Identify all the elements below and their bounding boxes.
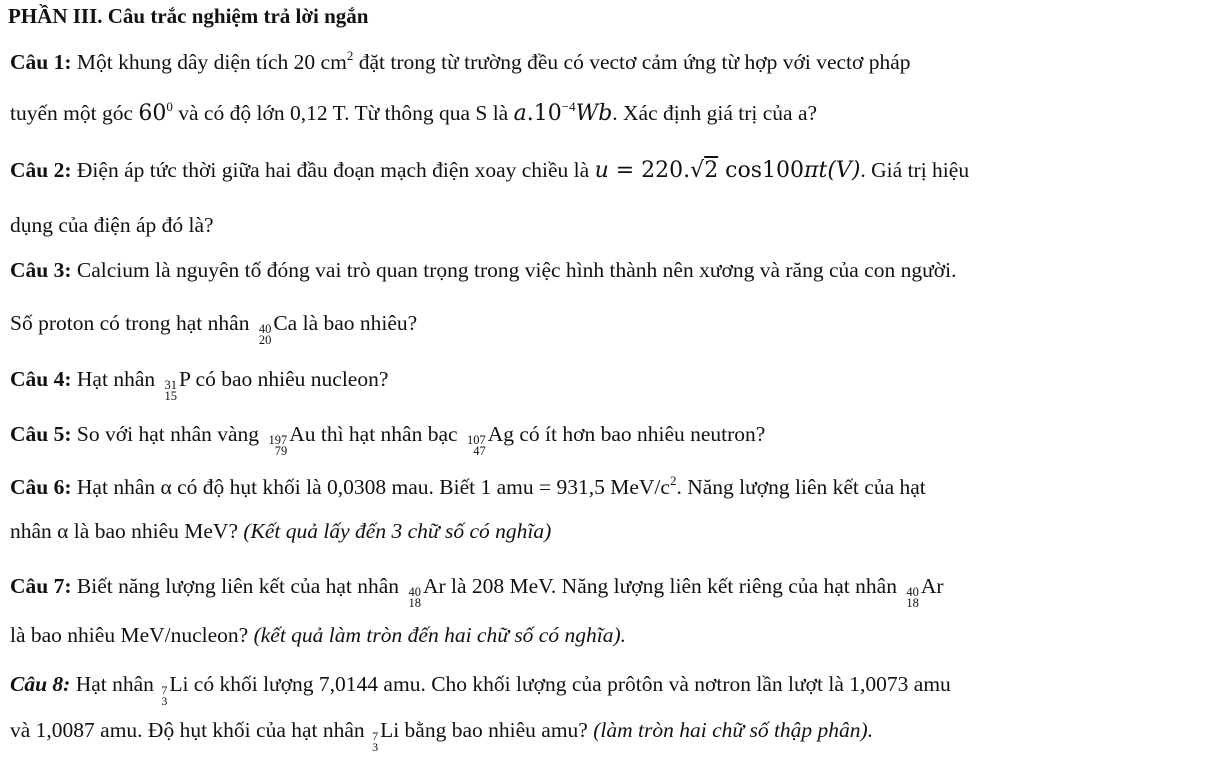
nuclide-ar-2: 40 18: [906, 585, 919, 610]
q3-line-2: Số proton có trong hạt nhân 40 20 Ca là bao nhiêu?: [10, 311, 418, 347]
nuclide-li: 7 3: [161, 683, 168, 708]
q7-line-2: là bao nhiêu MeV/nucleon? (kết quả làm tròn đến hai chữ số có nghĩa).: [10, 623, 626, 647]
nuclide-ca: 40 20: [258, 322, 272, 347]
q3-label: Câu 3:: [10, 258, 72, 282]
q8-line-1: Câu 8: Hạt nhân 7 3 Li có khối lượng 7,0144 amu. Cho khối lượng của prôtôn và nơtron lần lượt là 1,0073 amu: [10, 672, 951, 708]
q2-line-1: Câu 2: Điện áp tức thời giữa hai đầu đoạn mạch điện xoay chiều là u = 220.√2 cos100πt(V). Giá trị hiệu: [10, 158, 970, 183]
q1-line-2: tuyến một góc $60^0$ và có độ lớn 0,12 T. Từ thông qua S là $a.10^{-4}Wb$. Xác định giá trị của a?: [10, 99, 818, 126]
q6-label: Câu 6:: [10, 475, 72, 499]
q8-label: Câu 8:: [10, 672, 71, 696]
q4-line-1: Câu 4: Hạt nhân 31 15 P có bao nhiêu nucleon?: [10, 367, 389, 403]
q7-note: (kết quả làm tròn đến hai chữ số có nghĩa).: [253, 623, 626, 647]
q8-note: (làm tròn hai chữ số thập phân).: [593, 718, 874, 742]
nuclide-ar: 40 18: [408, 585, 421, 610]
q8-line-2: và 1,0087 amu. Độ hụt khối của hạt nhân 7 3 Li bằng bao nhiêu amu? (làm tròn hai chữ số thập phân).: [10, 718, 874, 754]
q5-line-1: Câu 5: So với hạt nhân vàng 197 79 Au thì hạt nhân bạc 107 47 Ag có ít hơn bao nhiêu neutron?: [10, 422, 766, 458]
sqrt-symbol: √: [690, 158, 705, 183]
nuclide-p: 31 15: [164, 378, 177, 403]
q7-line-1: Câu 7: Biết năng lượng liên kết của hạt nhân 40 18 Ar là 208 MeV. Năng lượng liên kết riêng của hạt nhân 40 18 Ar: [10, 574, 944, 610]
q5-label: Câu 5:: [10, 422, 72, 446]
q1-label: Câu 1:: [10, 50, 72, 74]
q3-line-1: Câu 3: Calcium là nguyên tố đóng vai trò quan trọng trong việc hình thành nên xương và răng của con người.: [10, 258, 957, 282]
section-title: PHẦN III. Câu trắc nghiệm trả lời ngắn: [8, 4, 369, 28]
nuclide-li-2: 7 3: [372, 729, 379, 754]
q4-label: Câu 4:: [10, 367, 72, 391]
q1-line-1: Câu 1: Một khung dây diện tích 20 $cm^2$ đặt trong từ trường đều có vectơ cảm ứng từ hợp với vectơ pháp: [10, 48, 911, 74]
nuclide-au: 197 79: [268, 433, 288, 458]
nuclide-ag: 107 47: [466, 433, 486, 458]
q2-line-2: dụng của điện áp đó là?: [10, 213, 214, 237]
q7-label: Câu 7:: [10, 574, 72, 598]
q6-note: (Kết quả lấy đến 3 chữ số có nghĩa): [243, 519, 552, 543]
q6-line-1: Câu 6: Hạt nhân α có độ hụt khối là 0,0308 mau. Biết 1 amu = 931,5 MeV/$c^2$. Năng lượng liên kết của hạt: [10, 473, 926, 499]
q2-label: Câu 2:: [10, 158, 72, 182]
q6-line-2: nhân α là bao nhiêu MeV? (Kết quả lấy đến 3 chữ số có nghĩa): [10, 519, 552, 543]
